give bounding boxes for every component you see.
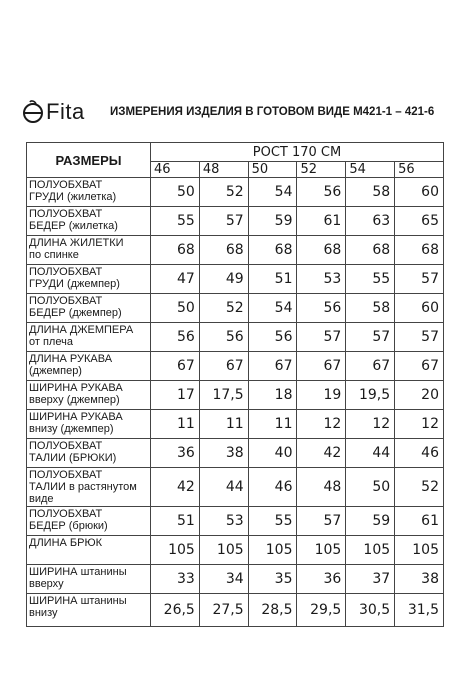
measurement-value: 68 <box>248 236 297 265</box>
measurement-label: ДЛИНА РУКАВА (джемпер) <box>27 352 151 381</box>
size-header: 54 <box>346 162 395 178</box>
measurement-value: 57 <box>346 323 395 352</box>
table-row <box>27 352 444 381</box>
measurement-label: ПОЛУОБХВАТ ГРУДИ (жилетка) <box>27 178 151 207</box>
table-row <box>27 507 444 536</box>
measurement-value: 55 <box>151 207 200 236</box>
measurement-value: 67 <box>199 352 248 381</box>
measurement-value: 105 <box>346 536 395 565</box>
document-header <box>22 96 452 128</box>
measurement-value: 49 <box>199 265 248 294</box>
size-header: 48 <box>199 162 248 178</box>
measurement-value: 68 <box>199 236 248 265</box>
table-row <box>27 439 444 468</box>
size-header: 50 <box>248 162 297 178</box>
measurement-value: 18 <box>248 381 297 410</box>
measurement-value: 57 <box>199 207 248 236</box>
measurement-value: 50 <box>151 178 200 207</box>
measurement-value: 48 <box>297 468 346 507</box>
measurement-label: ДЛИНА ДЖЕМПЕРА от плеча <box>27 323 151 352</box>
measurement-value: 11 <box>151 410 200 439</box>
measurement-value: 30,5 <box>346 594 395 627</box>
measurement-value: 67 <box>151 352 200 381</box>
measurement-value: 34 <box>199 565 248 594</box>
measurement-value: 17 <box>151 381 200 410</box>
table-row <box>27 410 444 439</box>
measurement-value: 40 <box>248 439 297 468</box>
size-header: 56 <box>395 162 444 178</box>
measurement-value: 67 <box>346 352 395 381</box>
measurement-value: 19 <box>297 381 346 410</box>
measurement-value: 20 <box>395 381 444 410</box>
table-row <box>27 265 444 294</box>
measurement-label: ПОЛУОБХВАТ БЕДЕР (жилетка) <box>27 207 151 236</box>
measurement-value: 35 <box>248 565 297 594</box>
measurement-value: 46 <box>248 468 297 507</box>
measurement-value: 68 <box>151 236 200 265</box>
fita-logo-icon <box>22 99 44 125</box>
measurement-label: ПОЛУОБХВАТ ТАЛИИ в растянутом виде <box>27 468 151 507</box>
measurement-value: 28,5 <box>248 594 297 627</box>
measurement-value: 12 <box>297 410 346 439</box>
table-row <box>27 565 444 594</box>
table-row <box>27 536 444 565</box>
size-header: 46 <box>151 162 200 178</box>
table-row <box>27 236 444 265</box>
measurement-label: ДЛИНА БРЮК <box>27 536 151 565</box>
measurement-value: 27,5 <box>199 594 248 627</box>
measurement-label: ШИРИНА штанины внизу <box>27 594 151 627</box>
measurement-value: 58 <box>346 294 395 323</box>
measurement-value: 42 <box>297 439 346 468</box>
document-title: ИЗМЕРЕНИЯ ИЗДЕЛИЯ В ГОТОВОМ ВИДЕ М421-1 – 421-6 <box>110 106 435 118</box>
measurement-value: 58 <box>346 178 395 207</box>
measurement-label: ДЛИНА ЖИЛЕТКИ по спинке <box>27 236 151 265</box>
measurement-value: 56 <box>248 323 297 352</box>
measurement-value: 12 <box>346 410 395 439</box>
measurement-value: 59 <box>346 507 395 536</box>
measurement-value: 42 <box>151 468 200 507</box>
measurement-value: 65 <box>395 207 444 236</box>
measurement-value: 52 <box>199 294 248 323</box>
measurement-value: 105 <box>248 536 297 565</box>
measurement-value: 67 <box>395 352 444 381</box>
size-header: 52 <box>297 162 346 178</box>
measurement-value: 105 <box>199 536 248 565</box>
measurement-value: 55 <box>248 507 297 536</box>
measurement-value: 17,5 <box>199 381 248 410</box>
measurement-value: 105 <box>151 536 200 565</box>
measurement-value: 68 <box>346 236 395 265</box>
measurement-value: 36 <box>297 565 346 594</box>
measurement-value: 11 <box>248 410 297 439</box>
measurement-value: 26,5 <box>151 594 200 627</box>
table-row <box>27 294 444 323</box>
measurement-value: 46 <box>395 439 444 468</box>
measurement-value: 33 <box>151 565 200 594</box>
measurement-value: 63 <box>346 207 395 236</box>
corner-label: РАЗМЕРЫ <box>27 143 151 178</box>
measurement-value: 47 <box>151 265 200 294</box>
measurement-value: 57 <box>297 507 346 536</box>
measurement-value: 51 <box>248 265 297 294</box>
measurement-value: 19,5 <box>346 381 395 410</box>
measurement-label: ШИРИНА штанины вверху <box>27 565 151 594</box>
measurement-value: 56 <box>199 323 248 352</box>
measurement-value: 36 <box>151 439 200 468</box>
measurement-value: 44 <box>346 439 395 468</box>
size-chart-table <box>26 142 444 627</box>
table-row <box>27 323 444 352</box>
measurement-value: 55 <box>346 265 395 294</box>
measurement-value: 50 <box>151 294 200 323</box>
measurement-value: 67 <box>297 352 346 381</box>
measurement-value: 61 <box>297 207 346 236</box>
measurement-value: 59 <box>248 207 297 236</box>
measurement-value: 52 <box>395 468 444 507</box>
measurement-value: 53 <box>297 265 346 294</box>
measurement-label: ПОЛУОБХВАТ ТАЛИИ (БРЮКИ) <box>27 439 151 468</box>
measurement-value: 68 <box>395 236 444 265</box>
measurement-value: 52 <box>199 178 248 207</box>
measurement-value: 57 <box>297 323 346 352</box>
measurement-value: 29,5 <box>297 594 346 627</box>
measurement-label: ПОЛУОБХВАТ БЕДЕР (брюки) <box>27 507 151 536</box>
measurement-value: 51 <box>151 507 200 536</box>
measurement-value: 56 <box>297 294 346 323</box>
table-row <box>27 594 444 627</box>
measurement-value: 12 <box>395 410 444 439</box>
measurement-value: 38 <box>395 565 444 594</box>
measurement-value: 53 <box>199 507 248 536</box>
measurement-label: ШИРИНА РУКАВА вверху (джемпер) <box>27 381 151 410</box>
measurement-value: 60 <box>395 178 444 207</box>
measurement-value: 57 <box>395 323 444 352</box>
table-row <box>27 178 444 207</box>
measurement-label: ШИРИНА РУКАВА внизу (джемпер) <box>27 410 151 439</box>
measurement-value: 105 <box>395 536 444 565</box>
height-label: РОСТ 170 СМ <box>151 143 444 162</box>
measurement-value: 105 <box>297 536 346 565</box>
brand-logo-text: Fita <box>46 99 85 124</box>
measurement-value: 31,5 <box>395 594 444 627</box>
measurement-value: 54 <box>248 294 297 323</box>
table-header-row <box>27 143 444 162</box>
measurement-value: 44 <box>199 468 248 507</box>
measurement-value: 37 <box>346 565 395 594</box>
measurement-value: 60 <box>395 294 444 323</box>
measurement-value: 61 <box>395 507 444 536</box>
measurement-value: 67 <box>248 352 297 381</box>
measurement-value: 54 <box>248 178 297 207</box>
table-row <box>27 381 444 410</box>
measurement-value: 68 <box>297 236 346 265</box>
measurement-label: ПОЛУОБХВАТ ГРУДИ (джемпер) <box>27 265 151 294</box>
measurement-label: ПОЛУОБХВАТ БЕДЕР (джемпер) <box>27 294 151 323</box>
measurement-value: 50 <box>346 468 395 507</box>
measurement-value: 57 <box>395 265 444 294</box>
table-row <box>27 207 444 236</box>
brand-logo <box>22 96 85 128</box>
measurement-value: 38 <box>199 439 248 468</box>
measurement-value: 11 <box>199 410 248 439</box>
table-row <box>27 468 444 507</box>
measurement-value: 56 <box>297 178 346 207</box>
measurement-value: 56 <box>151 323 200 352</box>
